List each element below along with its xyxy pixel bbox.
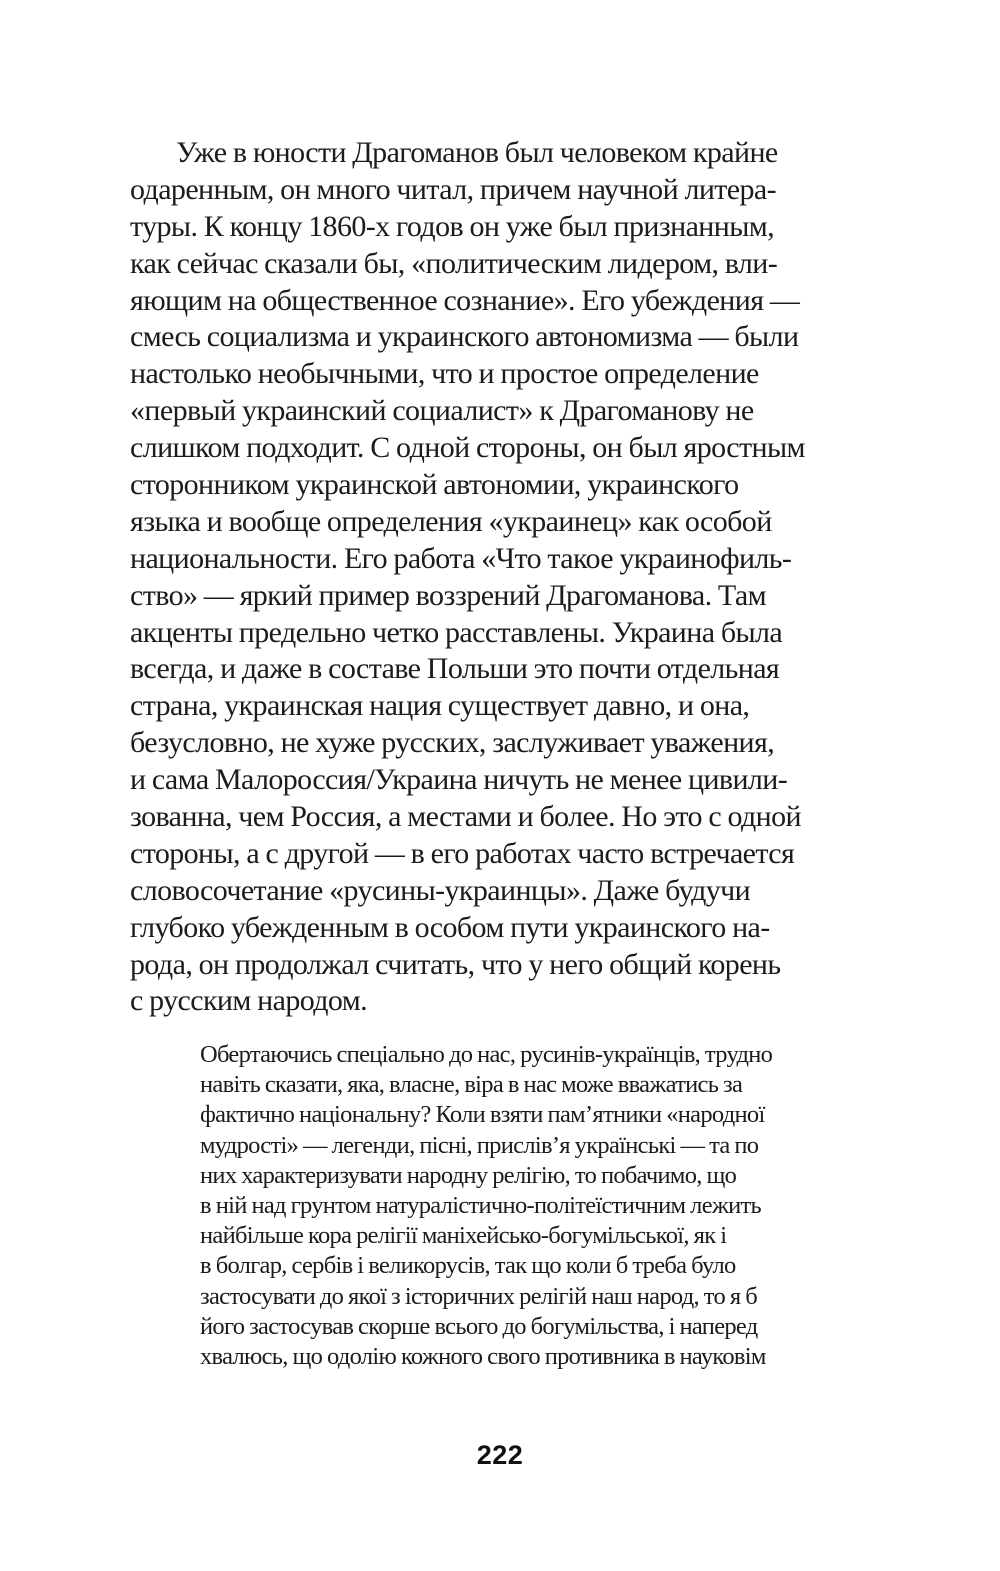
body-line: туры. К концу 1860-х годов он уже был признанным, <box>130 209 775 243</box>
body-line: «первый украинский социалист» к Драгоманову не <box>130 394 754 428</box>
body-line: сторонником украинской автономии, украинского <box>130 468 739 502</box>
body-line: с русским народом. <box>130 984 368 1018</box>
body-line: как сейчас сказали бы, «политическим лидером, вли- <box>130 246 778 280</box>
quote-line: в ній над грунтом натуралістично-політеїстичним лежить <box>200 1191 761 1219</box>
quote-line: Обертаючись спеціально до нас, русинів-українців, трудно <box>200 1041 773 1068</box>
body-line: словосочетание «русины-украинцы». Даже будучи <box>130 873 751 907</box>
block-quote <box>200 1040 860 1372</box>
body-line: глубоко убежденным в особом пути украинского на- <box>130 910 770 944</box>
body-line: ство» — яркий пример воззрений Драгоманова. Там <box>130 578 766 612</box>
body-line: яющим на общественное сознание». Его убеждения — <box>130 283 800 317</box>
quote-line: хвалюсь, що одолію кожного свого противника в науковім <box>200 1342 766 1370</box>
quote-line: його застосував скорше всього до богумільства, і наперед <box>200 1312 758 1340</box>
body-line: безусловно, не хуже русских, заслуживает уважения, <box>130 726 775 760</box>
body-line: Уже в юности Драгоманов был человеком крайне <box>176 136 778 169</box>
body-line: стороны, а с другой — в его работах часто встречается <box>130 836 795 870</box>
quote-line: них характеризувати народну релігію, то побачимо, що <box>200 1161 737 1189</box>
body-line: и сама Малороссия/Украина ничуть не менее цивили- <box>130 763 788 797</box>
quote-line: мудрості» — легенди, пісні, прислів’я українські — та по <box>200 1131 759 1159</box>
quote-line: фактично національну? Коли взяти пам’ятники «народної <box>200 1101 765 1129</box>
body-line: всегда, и даже в составе Польши это почти отдельная <box>130 652 780 686</box>
body-line: настолько необычными, что и простое определение <box>130 357 759 391</box>
quote-line: в болгар, сербів і великорусів, так що коли б треба було <box>200 1252 736 1280</box>
body-line: рода, он продолжал считать, что у него общий корень <box>130 947 781 981</box>
body-line: зованна, чем Россия, а местами и более. Но это с одной <box>130 800 801 834</box>
body-line: языка и вообще определения «украинец» как особой <box>130 504 772 538</box>
body-line: акценты предельно четко расставлены. Украина была <box>130 615 783 649</box>
body-line: слишком подходит. С одной стороны, он был яростным <box>130 431 805 465</box>
body-line: национальности. Его работа «Что такое украинофиль- <box>130 541 792 575</box>
body-line: одаренным, он много читал, причем научной литера- <box>130 172 776 206</box>
body-line: смесь социализма и украинского автономизма — были <box>130 320 799 354</box>
quote-line: найбільше кора релігії маніхейсько-богумільської, як і <box>200 1222 727 1250</box>
quote-line: навіть сказати, яка, власне, віра в нас може вважатись за <box>200 1071 743 1099</box>
quote-line: застосувати до якої з історичних релігій наш народ, то я б <box>200 1282 757 1310</box>
body-line: страна, украинская нация существует давно, и она, <box>130 689 750 723</box>
page-number: 222 <box>476 1440 524 1470</box>
body-paragraph <box>130 135 860 1020</box>
